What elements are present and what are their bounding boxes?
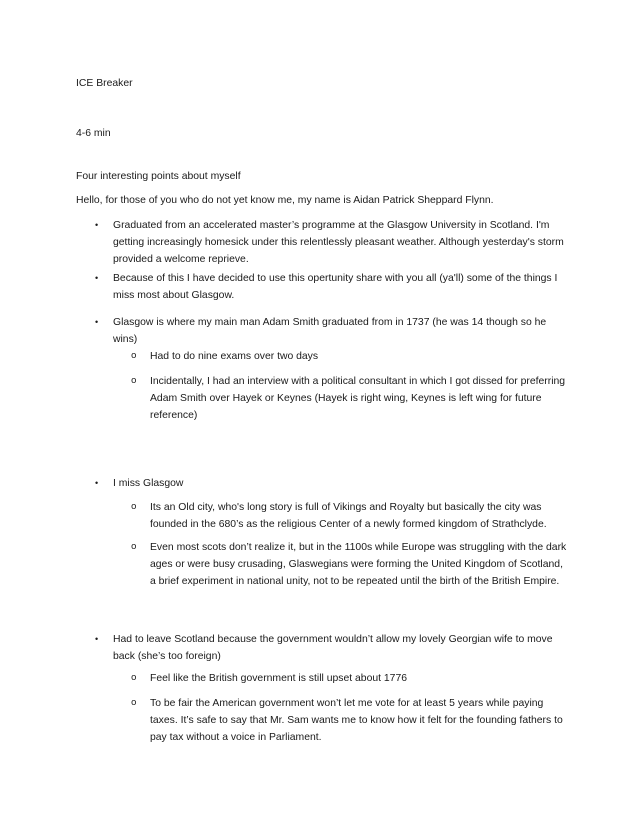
sub-marker: o	[131, 502, 137, 512]
sub-marker: o	[131, 673, 137, 683]
sub-marker: o	[131, 698, 137, 708]
duration-text: 4-6 min	[76, 128, 111, 139]
sub-marker: o	[131, 351, 137, 361]
sub-text: Even most scots don’t realize it, but in the 1100s while Europe was struggling with the dark ages or were busy crusading, Glaswegians were forming the United Kingdom of Scotland, a brief experiment in national unity, not to be repeated until the birth of the British Empire.	[150, 542, 567, 587]
sub-marker: o	[131, 376, 137, 386]
bullet-text: Because of this I have decided to use this opertunity share with you all (ya'll) some of the things I miss most about Glasgow.	[113, 273, 558, 301]
bullet-marker: •	[95, 317, 99, 327]
sub-text: Had to do nine exams over two days	[150, 351, 319, 362]
sub-text: Its an Old city, who's long story is full of Vikings and Royalty but basically the city was founded in the 680’s as the religious Center of a newly formed kingdom of Strathclyde.	[150, 502, 547, 530]
bullet-marker: •	[95, 634, 99, 644]
intro-paragraph: Hello, for those of you who do not yet know me, my name is Aidan Patrick Sheppard Flynn.	[76, 195, 494, 206]
bullet-marker: •	[95, 273, 99, 283]
document-subtitle: Four interesting points about myself	[76, 171, 241, 182]
bullet-text: I miss Glasgow	[113, 478, 184, 489]
sub-text: To be fair the American government won’t let me vote for at least 5 years while paying taxes. It’s safe to say that Mr. Sam wants me to know how it felt for the founding fathers to pay tax without a voice in Parliament.	[150, 698, 563, 743]
bullet-text: Graduated from an accelerated master’s programme at the Glasgow University in Scotland. I'm getting increasingly homesick under this relentlessly pleasant weather. Although yesterday's storm provided a welcome reprieve.	[113, 220, 564, 265]
bullet-text: Had to leave Scotland because the government wouldn’t allow my lovely Georgian wife to move back (she’s too foreign)	[113, 634, 553, 662]
sub-text: Feel like the British government is still upset about 1776	[150, 673, 408, 684]
document-title: ICE Breaker	[76, 78, 133, 89]
sub-text: Incidentally, I had an interview with a political consultant in which I got dissed for preferring Adam Smith over Hayek or Keynes (Hayek is right wing, Keynes is left wing for future reference)	[150, 376, 566, 421]
bullet-marker: •	[95, 220, 99, 230]
bullet-text: Glasgow is where my main man Adam Smith graduated from in 1737 (he was 14 though so he wins)	[113, 317, 547, 345]
sub-marker: o	[131, 542, 137, 552]
bullet-marker: •	[95, 478, 99, 488]
